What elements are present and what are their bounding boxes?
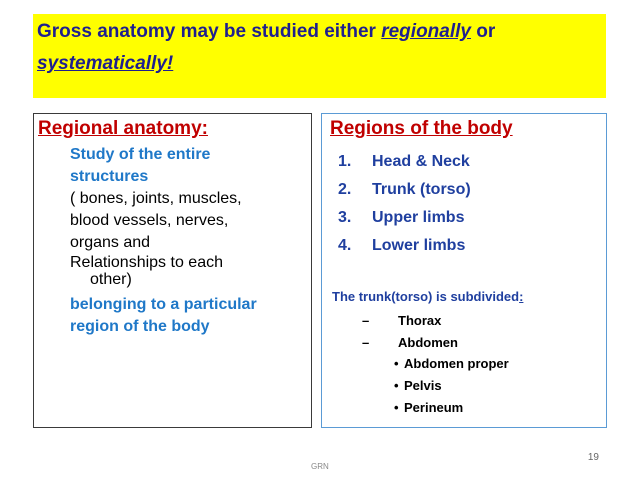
description-line: blood vessels, nerves,	[70, 212, 229, 229]
trunk-subdivided-text: The trunk(torso) is subdivided:	[332, 289, 524, 304]
regions-list	[338, 148, 471, 260]
regions-of-body-box	[321, 113, 607, 428]
title-line-2	[37, 48, 606, 80]
description-line: organs and	[70, 234, 151, 251]
list-item: 2. Trunk (torso)	[338, 181, 471, 198]
footer-text: GRN	[311, 462, 329, 471]
list-item: • Pelvis	[394, 378, 442, 393]
title-emphasis-systematically: systematically!	[37, 53, 174, 74]
list-item: – Abdomen	[362, 335, 458, 350]
title-line-1	[37, 16, 606, 48]
list-item: – Thorax	[362, 313, 442, 328]
trunk-subdivision-list	[362, 310, 458, 354]
regions-heading: Regions of the body	[330, 118, 513, 139]
description-line: structures	[70, 168, 149, 185]
list-item: 1. Head & Neck	[338, 153, 470, 170]
description-line: ( bones, joints, muscles,	[70, 190, 242, 207]
description-line: region of the body	[70, 318, 210, 335]
regional-anatomy-box	[33, 113, 312, 428]
list-item: • Abdomen proper	[394, 356, 509, 371]
description-line: belonging to a particular	[70, 296, 257, 313]
regional-anatomy-description	[70, 144, 310, 338]
title-emphasis-regionally: regionally	[381, 21, 471, 42]
title-text-or: or	[470, 21, 496, 42]
description-line: other)	[90, 271, 132, 288]
title-banner	[33, 14, 606, 98]
list-item: 4. Lower limbs	[338, 237, 466, 254]
description-line: Relationships to each	[70, 254, 223, 271]
description-line: Study of the entire	[70, 146, 211, 163]
list-item: 3. Upper limbs	[338, 209, 465, 226]
page-number: 19	[587, 452, 599, 463]
regional-anatomy-heading: Regional anatomy:	[38, 118, 208, 139]
title-text: Gross anatomy may be studied either	[37, 21, 382, 42]
list-item: • Perineum	[394, 400, 464, 415]
abdomen-subdivision-list	[394, 353, 509, 419]
